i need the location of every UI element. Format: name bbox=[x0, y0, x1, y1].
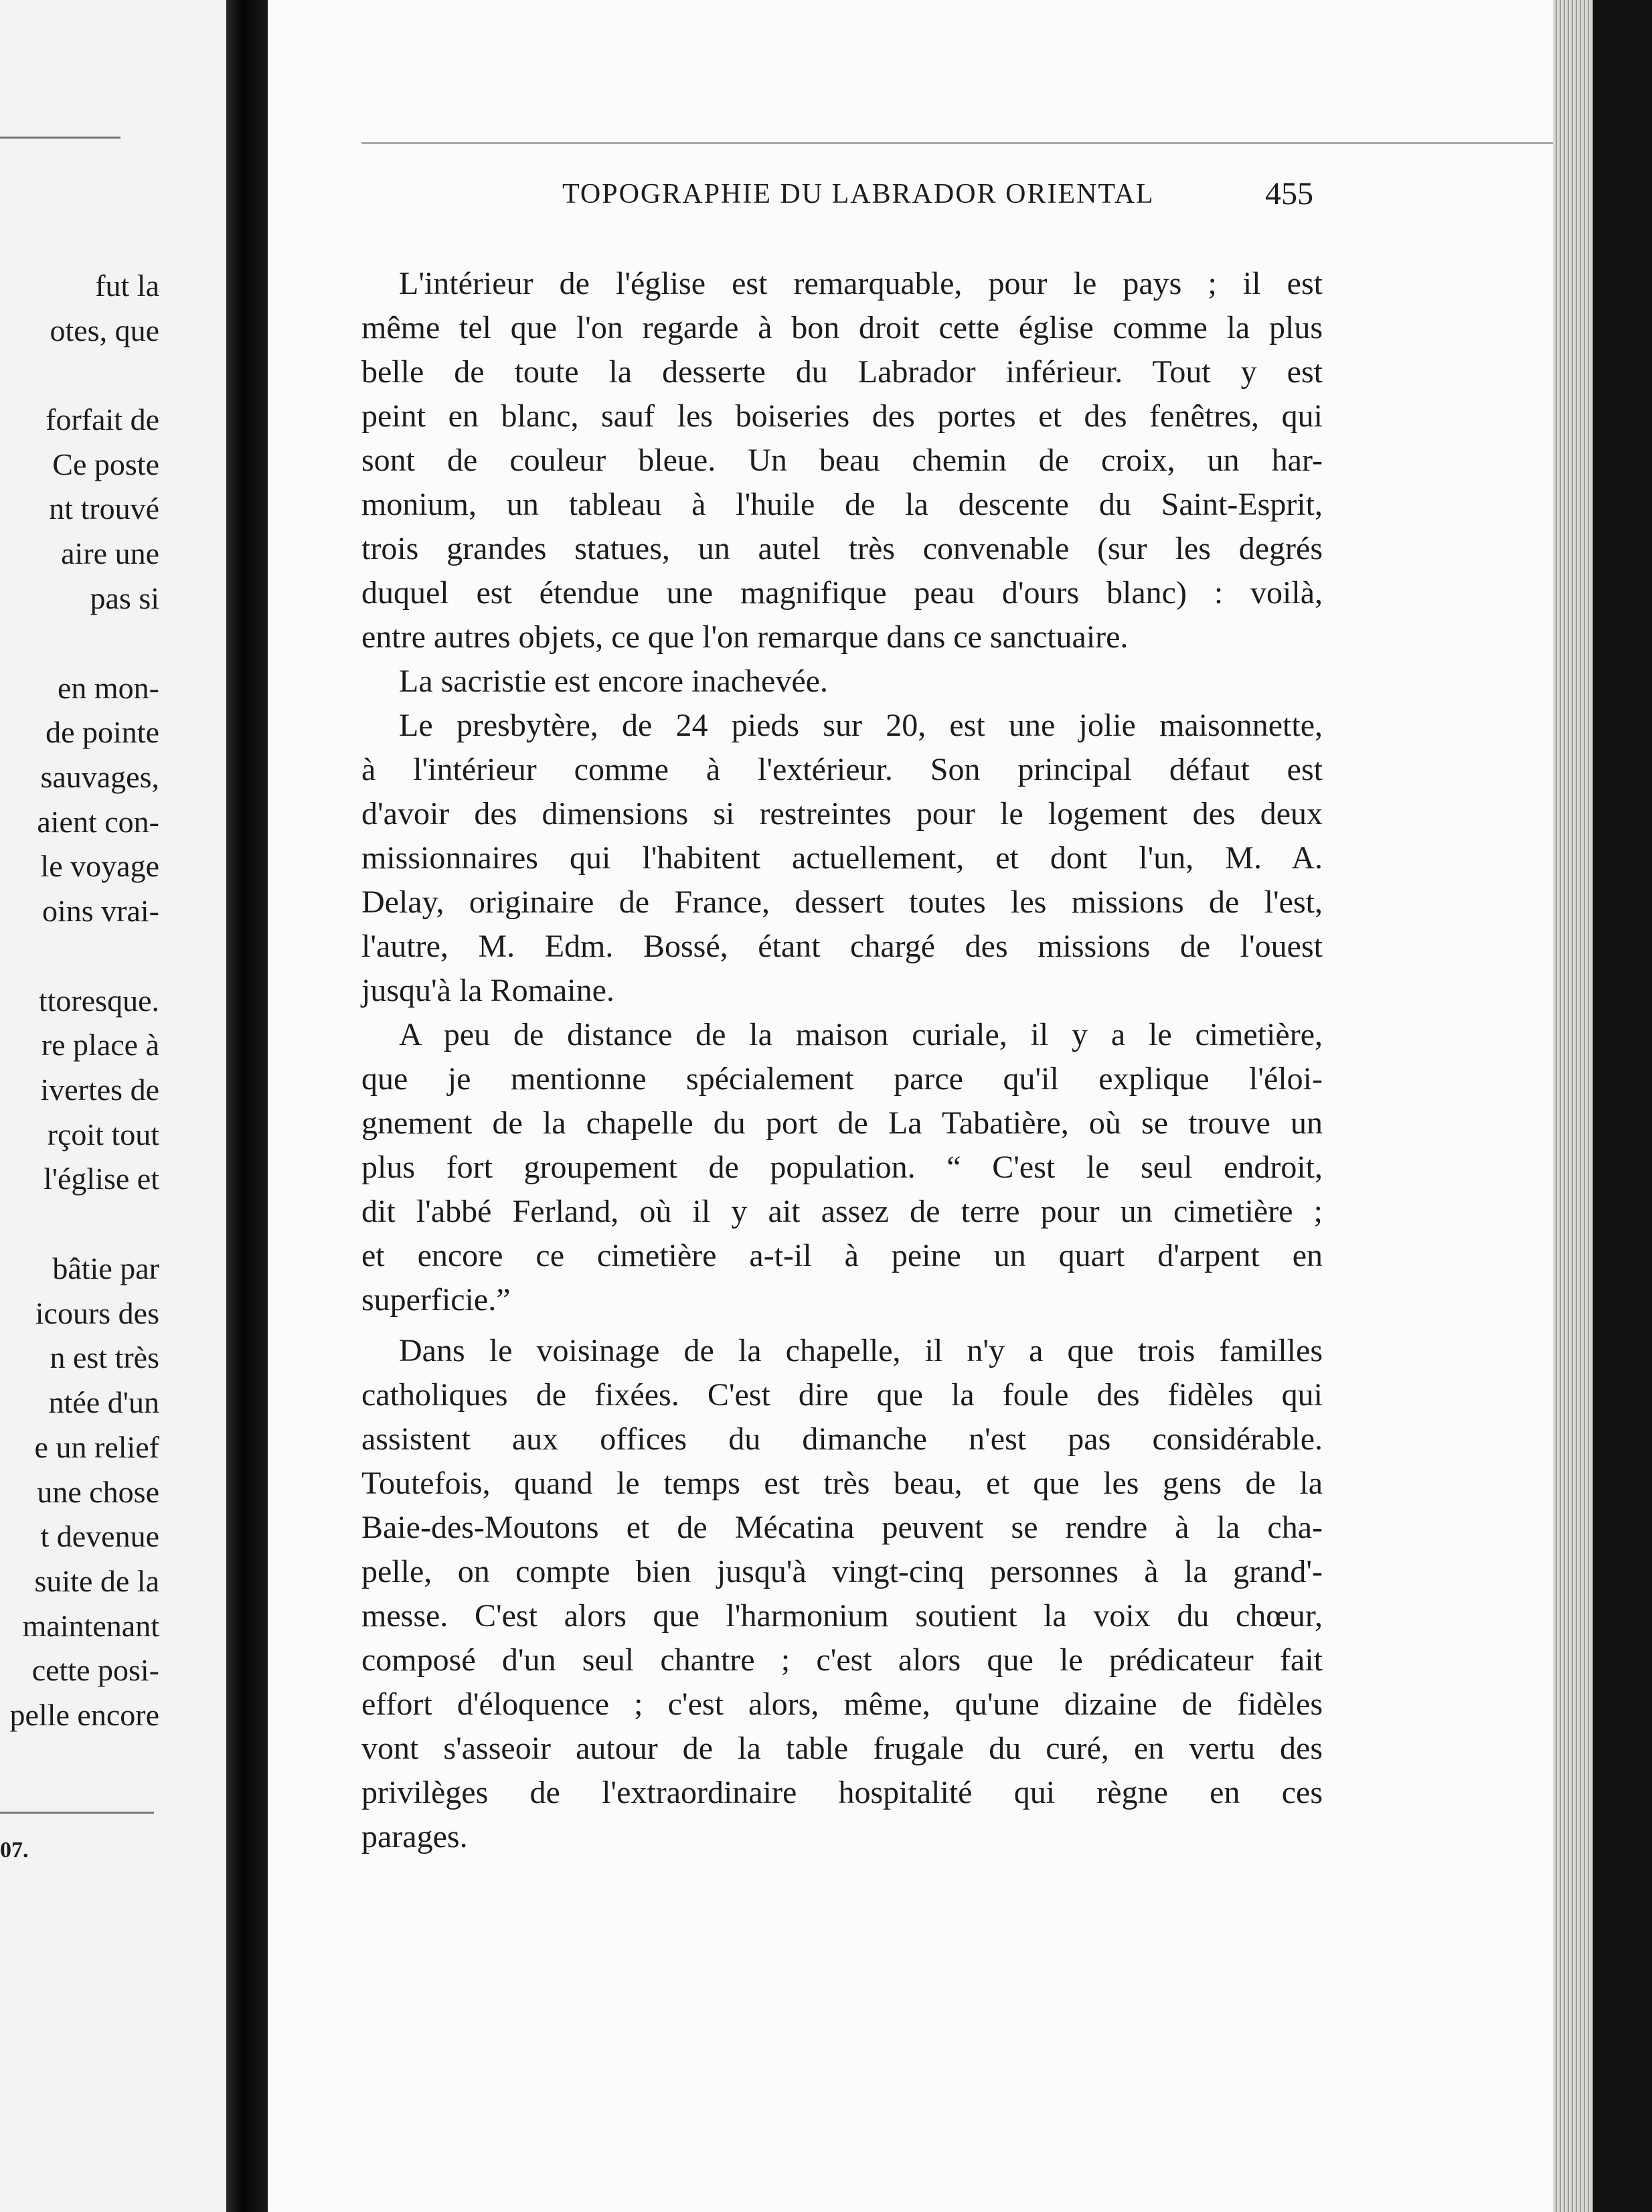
left-page-line: aient con- bbox=[37, 805, 159, 839]
body-line: assistent aux offices du dimanche n'est pas considérable. bbox=[361, 1421, 1323, 1457]
body-line: et encore ce cimetière a-t-il à peine un quart d'arpent en bbox=[361, 1238, 1323, 1273]
header-rule bbox=[361, 142, 1580, 144]
left-page-line: suite de la bbox=[34, 1564, 159, 1598]
body-line: Delay, originaire de France, dessert toutes les missions de l'est, bbox=[361, 884, 1323, 920]
left-page-line: re place à bbox=[41, 1028, 159, 1062]
body-line: Toutefois, quand le temps est très beau, et que les gens de la bbox=[361, 1466, 1323, 1501]
body-line: entre autres objets, ce que l'on remarque dans ce sanctuaire. bbox=[361, 619, 1129, 655]
left-page-line: une chose bbox=[37, 1475, 159, 1509]
body-line: effort d'éloquence ; c'est alors, même, qu'une dizaine de fidèles bbox=[361, 1686, 1323, 1722]
body-line: catholiques de fixées. C'est dire que la foule des fidèles qui bbox=[361, 1377, 1323, 1413]
facing-page-left bbox=[0, 0, 226, 2212]
left-page-line: pas si bbox=[90, 581, 159, 615]
left-page-line: ivertes de bbox=[40, 1073, 159, 1107]
page-number: 455 bbox=[1265, 176, 1313, 212]
left-page-line: en mon- bbox=[57, 671, 159, 705]
left-page-line: l'église et bbox=[43, 1162, 159, 1196]
body-line: d'avoir des dimensions si restreintes pour le logement des deux bbox=[361, 796, 1323, 832]
body-line: dit l'abbé Ferland, où il y ait assez de terre pour un cimetière ; bbox=[361, 1194, 1323, 1229]
body-line: Le presbytère, de 24 pieds sur 20, est une jolie maisonnette, bbox=[399, 708, 1323, 743]
body-line: même tel que l'on regarde à bon droit cette église comme la plus bbox=[361, 310, 1323, 345]
left-page-line: forfait de bbox=[46, 402, 159, 437]
body-line: monium, un tableau à l'huile de la descente du Saint-Esprit, bbox=[361, 487, 1323, 522]
body-line: jusqu'à la Romaine. bbox=[361, 973, 614, 1008]
left-page-line: maintenant bbox=[22, 1609, 159, 1643]
body-line: privilèges de l'extraordinaire hospitalité qui règne en ces bbox=[361, 1775, 1323, 1810]
left-page-line: rçoit tout bbox=[47, 1117, 159, 1152]
body-line: vont s'asseoir autour de la table frugale du curé, en vertu des bbox=[361, 1731, 1323, 1766]
left-page-line: fut la bbox=[95, 268, 159, 303]
body-line: plus fort groupement de population. “ C'est le seul endroit, bbox=[361, 1150, 1323, 1185]
left-page-line: oins vrai- bbox=[42, 894, 159, 928]
left-page-line: ntée d'un bbox=[48, 1385, 159, 1419]
left-page-line: Ce poste bbox=[52, 447, 159, 481]
body-line: L'intérieur de l'église est remarquable, pour le pays ; il est bbox=[399, 266, 1323, 301]
body-line: messe. C'est alors que l'harmonium soutient la voix du chœur, bbox=[361, 1598, 1323, 1634]
left-page-line: otes, que bbox=[50, 313, 159, 347]
body-line: trois grandes statues, un autel très convenable (sur les degrés bbox=[361, 531, 1323, 566]
body-line: belle de toute la desserte du Labrador inférieur. Tout y est bbox=[361, 354, 1323, 390]
left-page-line: de pointe bbox=[46, 715, 159, 749]
left-page-line: le voyage bbox=[40, 849, 159, 883]
body-line: gnement de la chapelle du port de La Tabatière, où se trouve un bbox=[361, 1105, 1323, 1141]
left-page-line: e un relief bbox=[34, 1430, 159, 1464]
body-line: à l'intérieur comme à l'extérieur. Son principal défaut est bbox=[361, 752, 1323, 787]
left-page-footnote: 07. bbox=[0, 1838, 29, 1863]
body-line: sont de couleur bleue. Un beau chemin de croix, un har- bbox=[361, 443, 1323, 478]
body-line: A peu de distance de la maison curiale, il y a le cimetière, bbox=[399, 1017, 1323, 1052]
dark-border-right bbox=[1593, 0, 1652, 2212]
body-line: Baie-des-Moutons et de Mécatina peuvent se rendre à la cha- bbox=[361, 1510, 1323, 1545]
left-page-line: bâtie par bbox=[52, 1251, 159, 1285]
body-line: Dans le voisinage de la chapelle, il n'y a que trois familles bbox=[399, 1333, 1323, 1368]
body-line: La sacristie est encore inachevée. bbox=[399, 663, 828, 699]
left-page-line: n est très bbox=[50, 1340, 159, 1374]
left-page-top-rule bbox=[0, 137, 120, 139]
body-line: parages. bbox=[361, 1819, 468, 1854]
running-head-title: TOPOGRAPHIE DU LABRADOR ORIENTAL bbox=[562, 179, 1155, 210]
body-line: l'autre, M. Edm. Bossé, étant chargé des missions de l'ouest bbox=[361, 929, 1323, 964]
left-page-line: sauvages, bbox=[40, 760, 159, 794]
body-line: composé d'un seul chantre ; c'est alors que le prédicateur fait bbox=[361, 1642, 1323, 1678]
body-line: duquel est étendue une magnifique peau d'ours blanc) : voilà, bbox=[361, 575, 1323, 611]
body-line: peint en blanc, sauf les boiseries des portes et des fenêtres, qui bbox=[361, 398, 1323, 434]
main-page bbox=[268, 0, 1580, 2212]
left-page-line: cette posi- bbox=[31, 1653, 159, 1687]
body-line: pelle, on compte bien jusqu'à vingt-cinq personnes à la grand'- bbox=[361, 1554, 1323, 1589]
book-spine-gutter bbox=[226, 0, 268, 2212]
page-edges bbox=[1553, 0, 1593, 2212]
body-line: missionnaires qui l'habitent actuellement, et dont l'un, M. A. bbox=[361, 840, 1323, 876]
left-page-line: icours des bbox=[35, 1296, 159, 1330]
left-page-line: ttoresque. bbox=[38, 983, 159, 1018]
left-page-footnote-rule bbox=[0, 1812, 154, 1814]
left-page-line: aire une bbox=[61, 536, 159, 570]
body-line: que je mentionne spécialement parce qu'il explique l'éloi- bbox=[361, 1061, 1323, 1097]
left-page-line: nt trouvé bbox=[49, 491, 159, 526]
left-page-line: t devenue bbox=[40, 1519, 159, 1553]
body-line: superficie.” bbox=[361, 1282, 511, 1318]
left-page-line: pelle encore bbox=[9, 1698, 159, 1732]
